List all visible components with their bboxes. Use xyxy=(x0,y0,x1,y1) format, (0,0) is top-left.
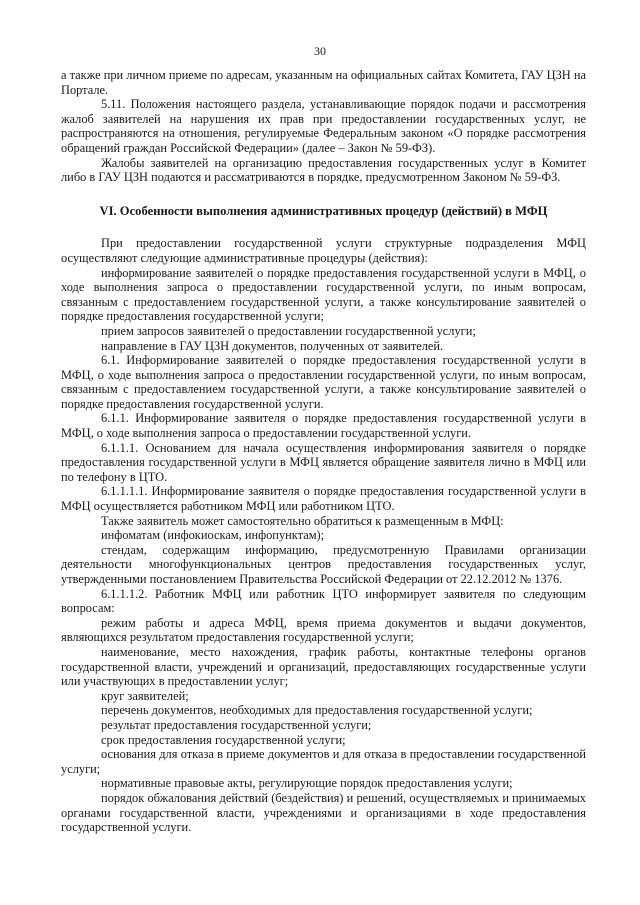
list-item: стендам, содержащим информацию, предусмотренную Правилами организации деятельности многофункциональных центров предоставления государственных услуг, утвержденными постановлением Правительства Российской Федерации от 22.12.2012 № 1376. xyxy=(61,542,586,586)
list-item: направление в ГАУ ЦЗН документов, полученных от заявителей. xyxy=(101,338,444,353)
paragraph: Жалобы заявителей на организацию предоставления государственных услуг в Комитет либо в ГАУ ЦЗН подаются и рассматриваются в порядке, предусмотренном Законом № 59-ФЗ. xyxy=(61,155,586,185)
paragraph: а также при личном приеме по адресам, указанным на официальных сайтах Комитета, ГАУ ЦЗН на Портале. xyxy=(61,68,586,97)
list-item: перечень документов, необходимых для предоставления государственной услуги; xyxy=(101,703,533,718)
list-item: режим работы и адреса МФЦ, время приема документов и выдачи документов, являющихся результатом предоставления государственной услуги; xyxy=(61,615,586,645)
list-item: нормативные правовые акты, регулирующие порядок предоставления услуги; xyxy=(101,776,513,791)
paragraph: Также заявитель может самостоятельно обратиться к размещенным в МФЦ: xyxy=(101,513,504,528)
paragraph: 6.1.1.1. Основанием для начала осуществления информирования заявителя о порядке предоставления государственной услуги в МФЦ является обращение заявителя лично в МФЦ или по телефону в ЦТО. xyxy=(61,440,586,484)
list-item: круг заявителей; xyxy=(101,688,189,703)
paragraph: 6.1. Информирование заявителей о порядке предоставления государственной услуги в МФЦ, о ходе выполнения запроса о предоставлении государственной услуги, по иным вопросам, связанным с предоставлением государственной услуги, а также консультирование заявителей о порядке предоставления государственной услуги. xyxy=(61,353,586,411)
paragraph: 5.11. Положения настоящего раздела, устанавливающие порядок подачи и рассмотрения жалоб заявителей на нарушения их прав при предоставлении государственных услуг, не распространяются на отношения, регулируемые Федеральным законом «О порядке рассмотрения обращений граждан Российской Федерации» (далее – Закон № 59-ФЗ). xyxy=(61,97,586,155)
list-item: срок предоставления государственной услуги; xyxy=(101,732,346,747)
list-item: прием запросов заявителей о предоставлении государственной услуги; xyxy=(101,323,476,338)
list-item: инфоматам (инфокиоскам, инфопунктам); xyxy=(101,528,325,543)
paragraph: 6.1.1. Информирование заявителя о порядке предоставления государственной услуги в МФЦ, о ходе выполнения запроса о предоставлении государственной услуги. xyxy=(61,411,586,441)
list-item: наименование, место нахождения, график работы, контактные телефоны органов государственной власти, учреждений и организаций, предоставляющих государственные услуги или участвующих в предоставлении услуг; xyxy=(61,644,586,689)
paragraph: При предоставлении государственной услуги структурные подразделения МФЦ осуществляют следующие административные процедуры (действия): xyxy=(61,236,586,265)
list-item: информирование заявителей о порядке предоставления государственной услуги в МФЦ, о ходе выполнения запроса о предоставлении государственной услуги, по иным вопросам, связанным с предоставлением государственной услуги, а также консультирование заявителей о порядке предоставления государственной услуги; xyxy=(61,265,586,324)
list-item: основания для отказа в приеме документов и для отказа в предоставлении государственной услуги; xyxy=(61,747,586,776)
list-item: результат предоставления государственной услуги; xyxy=(101,717,372,732)
document-body xyxy=(61,68,586,835)
paragraph: 6.1.1.1.1. Информирование заявителя о порядке предоставления государственной услуги в МФЦ осуществляется работником МФЦ или работником ЦТО. xyxy=(61,484,586,514)
list-item: порядок обжалования действий (бездействия) и решений, осуществляемых и принимаемых органами государственной власти, учреждениями и организациями в ходе предоставления государственной услуги. xyxy=(61,790,586,835)
page-number: 30 xyxy=(314,44,326,58)
section-heading: VI. Особенности выполнения административных процедур (действий) в МФЦ xyxy=(99,203,548,218)
paragraph: 6.1.1.1.2. Работник МФЦ или работник ЦТО информирует заявителя по следующим вопросам: xyxy=(61,586,586,616)
